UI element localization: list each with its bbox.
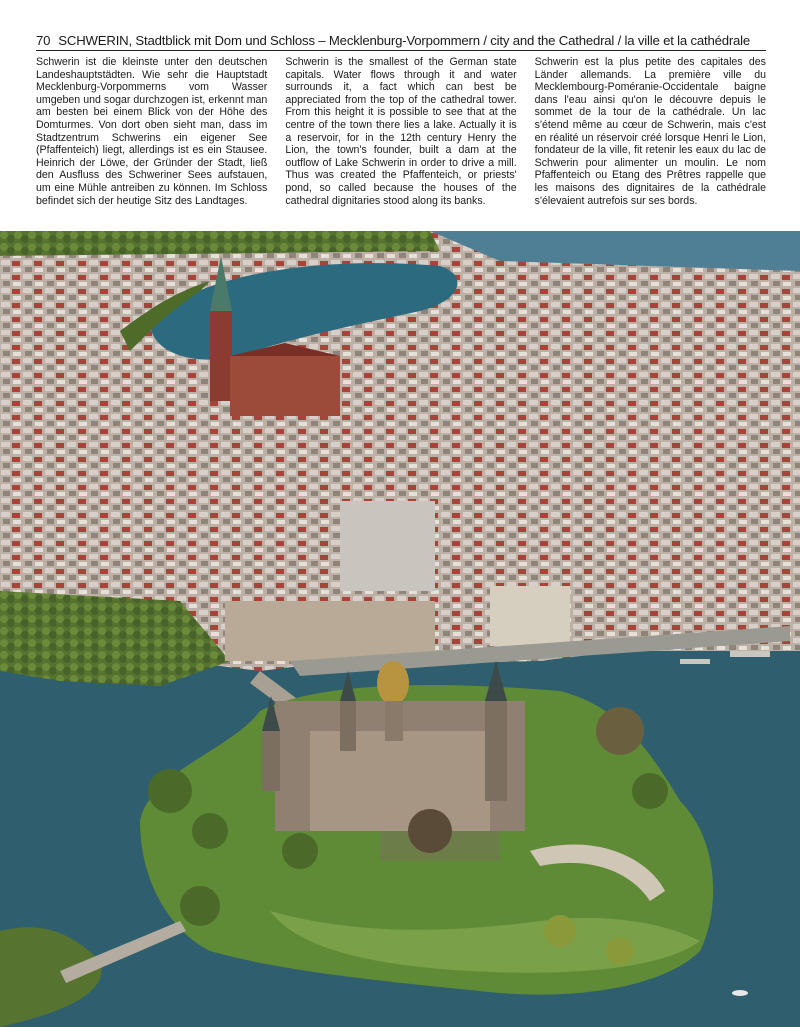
page-title: SCHWERIN, Stadtblick mit Dom und Schloss – Mecklenburg-Vorpommern / city and the Cathedral / la ville et la cathédrale xyxy=(58,33,751,48)
boat xyxy=(732,990,748,996)
museum-building xyxy=(490,586,570,646)
aerial-photo xyxy=(0,231,800,1027)
french-column: Schwerin est la plus petite des capitales des Länder allemands. La première ville du Mecklembourg-Poméranie-Occidentale baigne dans l'eau ainsi qu'on le découvre depuis le sommet de la tour de la cathédrale. Un lac s'étend même au cœur de Schwerin, mais c'est en réalité un réservoir créé lorsque Henri le Lion, fondateur de la ville, fit retenir les eaux du lac de Schwerin pour alimenter un moulin. Le nom Pfaffenteich ou Etang des Prêtres rappelle que les maisons des dignitaires de la cathédrale s'élevaient autrefois sur ses bords. xyxy=(534,56,766,207)
page-number: 70 xyxy=(36,33,51,48)
theatre-building xyxy=(340,501,435,591)
text-columns xyxy=(36,56,766,207)
german-column: Schwerin ist die kleinste unter den deutschen Landeshauptstädten. Wie sehr die Hauptstadt Mecklenburg-Vorpommerns vom Wasser umgeben und sogar durchzogen ist, erkennt man am besten bei einem Blick von der Höhe des Domturmes. Von dort oben sieht man, dass im Stadtzentrum Schwerins ein eigener See (Pfaffenteich) liegt, allerdings ist es ein Stausee. Heinrich der Löwe, der Gründer der Stadt, ließ den Ausfluss des Schweriner Sees aufstauen, um eine Mühle antreiben zu können. Im Schloss befindet sich der heutige Sitz des Landtages. xyxy=(36,56,268,207)
english-column: Schwerin is the smallest of the German state capitals. Water flows through it and water surrounds it, a fact which can best be appreciated from the top of the cathedral tower. From this height it is possible to see that at the centre of the town there lies a lake. Actually it is a reservoir, for in the 12th century Henry the Lion, the town's founder, built a dam at the outflow of Lake Schwerin in order to drive a mill. Thus was created the Pfaffenteich, or priests' pond, so called because the houses of the cathedral dignitaries stood along its banks. xyxy=(285,56,517,207)
palace-square xyxy=(225,601,435,661)
pier xyxy=(730,651,770,657)
page-header xyxy=(36,33,766,51)
pier xyxy=(680,659,710,664)
aerial-photo-illustration xyxy=(0,231,800,1027)
